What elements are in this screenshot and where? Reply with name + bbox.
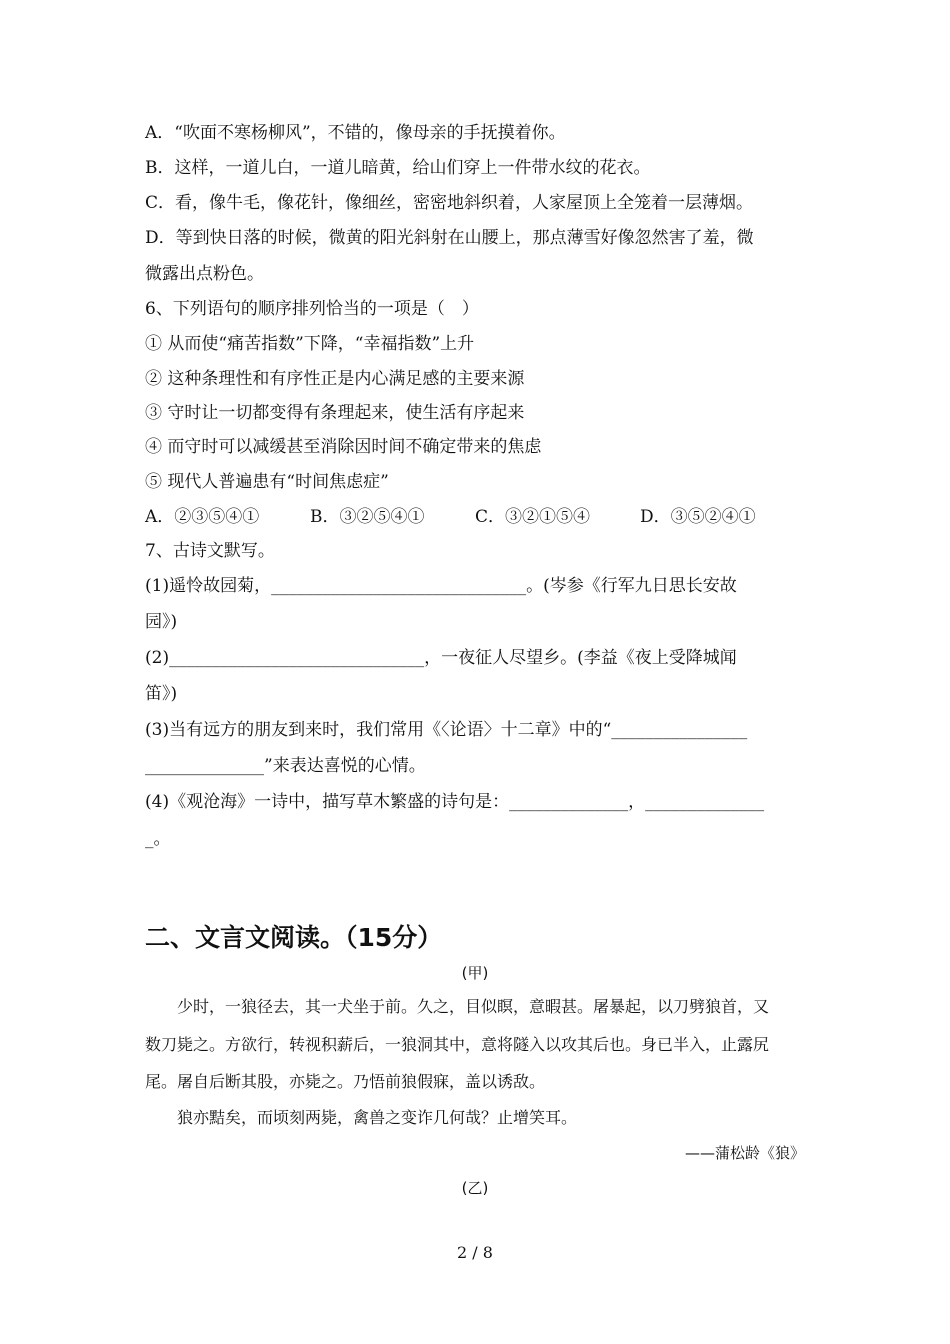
q7-line-3: (3)当有远方的朋友到来时，我们常用《〈论语〉十二章》中的“________________ <box>145 720 748 740</box>
section-2-title: 二、文言文阅读。（15分） <box>145 923 443 952</box>
q6-option-b: B．③②⑤④① <box>310 507 425 527</box>
q7-line-1-cont: 园》) <box>145 612 178 632</box>
passage-line-1: 少时，一狼径去，其一犬坐于前。久之，目似瞑，意暇甚。屠暴起，以刀劈狼首，又 <box>145 997 770 1016</box>
q6-item-3: ③ 守时让一切都变得有条理起来，使生活有序起来 <box>145 403 525 423</box>
q6-item-2: ② 这种条理性和有序性正是内心满足感的主要来源 <box>145 369 525 389</box>
q7-line-4-cont: _。 <box>145 829 171 849</box>
q5-option-a: A．“吹面不寒杨柳风”，不错的，像母亲的手抚摸着你。 <box>145 123 566 143</box>
q6-item-1: ① 从而使“痛苦指数”下降，“幸福指数”上升 <box>145 334 475 354</box>
passage-line-2: 数刀毙之。方欲行，转视积薪后，一狼洞其中，意将隧入以攻其后也。身已半入，止露尻 <box>145 1035 770 1054</box>
passage-line-4: 狼亦黠矣，而顷刻两毙，禽兽之变诈几何哉？止增笑耳。 <box>145 1108 578 1127</box>
q6-item-5: ⑤ 现代人普遍患有“时间焦虑症” <box>145 472 389 492</box>
passage-b-label: (乙) <box>461 1179 489 1197</box>
q6-option-a: A．②③⑤④① <box>145 507 260 527</box>
q7-stem: 7、古诗文默写。 <box>145 541 275 561</box>
q5-option-d-cont: 微露出点粉色。 <box>145 264 264 284</box>
q7-line-2: (2)______________________________，一夜征人尽望乡。(李益《夜上受降城闻 <box>145 648 737 668</box>
page-number: 2 / 8 <box>457 1243 493 1262</box>
q7-line-1: (1)遥怜故园菊，______________________________。(岑参《行军九日思长安故 <box>145 576 737 596</box>
q7-line-4: (4)《观沧海》一诗中，描写草木繁盛的诗句是：______________，______________ <box>145 792 765 812</box>
q6-option-c: C．③②①⑤④ <box>475 507 591 527</box>
q7-line-2-cont: 笛》) <box>145 684 178 704</box>
passage-a-label: (甲) <box>461 964 489 982</box>
q6-option-d: D．③⑤②④① <box>640 507 756 527</box>
q6-stem: 6、下列语句的顺序排列恰当的一项是（ ） <box>145 299 479 319</box>
q6-item-4: ④ 而守时可以减缓甚至消除因时间不确定带来的焦虑 <box>145 437 542 457</box>
q5-option-b: B．这样，一道儿白，一道儿暗黄，给山们穿上一件带水纹的花衣。 <box>145 158 651 178</box>
passage-line-3: 尾。屠自后断其股，亦毙之。乃悟前狼假寐，盖以诱敌。 <box>145 1072 546 1091</box>
q7-line-3-cont: ______________”来表达喜悦的心情。 <box>145 756 426 776</box>
q5-option-d: D．等到快日落的时候，微黄的阳光斜射在山腰上，那点薄雪好像忽然害了羞，微 <box>145 228 754 248</box>
passage-source: ——蒲松龄《狼》 <box>684 1144 805 1162</box>
q5-option-c: C．看，像牛毛，像花针，像细丝，密密地斜织着，人家屋顶上全笼着一层薄烟。 <box>145 193 754 213</box>
